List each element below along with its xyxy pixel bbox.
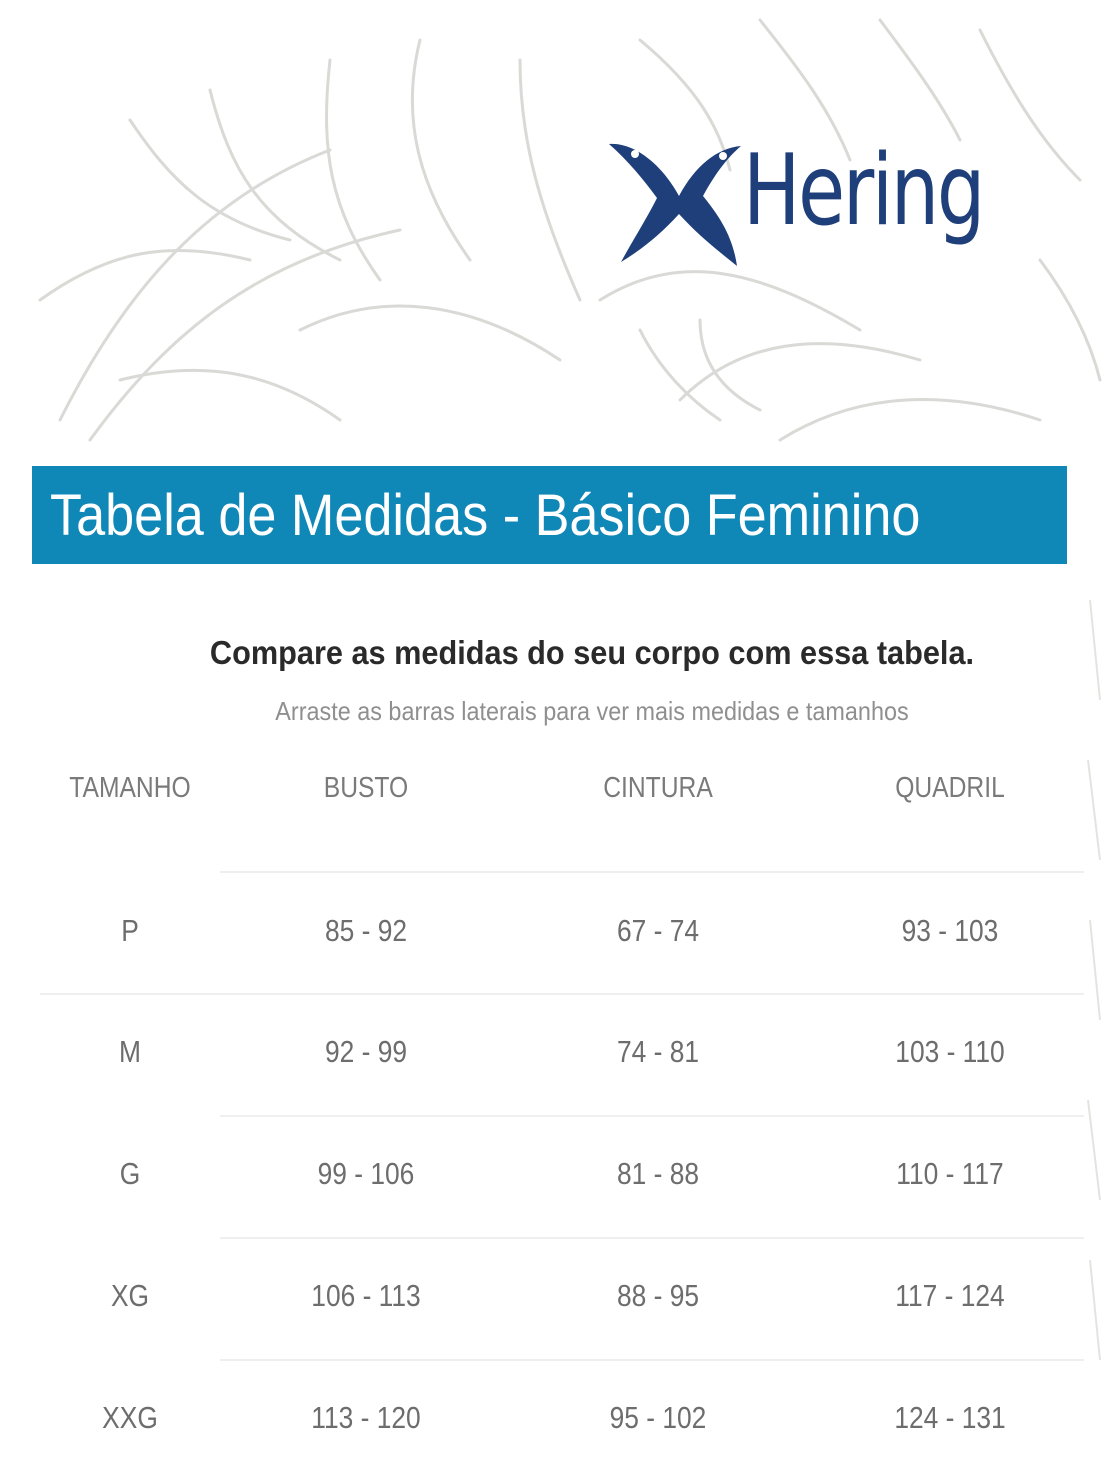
table-cell: 85 - 92 <box>324 913 408 948</box>
row-divider <box>220 1115 1084 1117</box>
table-cell: 117 - 124 <box>895 1278 1005 1313</box>
row-divider <box>220 871 1084 873</box>
table-cell: 103 - 110 <box>895 1034 1005 1069</box>
table-cell: 81 - 88 <box>616 1156 700 1191</box>
table-cell: 67 - 74 <box>616 913 700 948</box>
table-cell: XG <box>110 1278 150 1313</box>
table-cell: G <box>119 1156 141 1191</box>
row-divider <box>220 1359 1084 1361</box>
column-header-tamanho: TAMANHO <box>69 772 191 804</box>
size-table <box>0 564 1084 1472</box>
table-cell: 92 - 99 <box>324 1034 408 1069</box>
row-divider <box>40 993 1084 995</box>
size-chart-panel <box>0 564 1084 1472</box>
row-divider <box>220 1237 1084 1239</box>
table-cell: M <box>119 1034 141 1069</box>
fish-logo-icon <box>605 130 745 280</box>
table-cell: 93 - 103 <box>901 913 999 948</box>
table-cell: 88 - 95 <box>616 1278 700 1313</box>
scroll-hint: Arraste as barras laterais para ver mais medidas e tamanhos <box>275 696 909 726</box>
column-header-quadril: QUADRIL <box>895 772 1005 804</box>
table-cell: 95 - 102 <box>609 1400 707 1435</box>
table-cell: 110 - 117 <box>896 1156 1004 1191</box>
page-title: Tabela de Medidas - Básico Feminino <box>50 482 921 548</box>
table-cell: XXG <box>102 1400 158 1435</box>
table-cell: 74 - 81 <box>616 1034 700 1069</box>
table-cell: P <box>121 913 139 948</box>
instruction-text: Compare as medidas do seu corpo com essa tabela. <box>209 634 975 671</box>
table-cell: 113 - 120 <box>311 1400 421 1435</box>
table-cell: 124 - 131 <box>894 1400 1006 1435</box>
brand-name: Hering <box>743 134 984 248</box>
column-header-busto: BUSTO <box>323 772 409 804</box>
table-cell: 106 - 113 <box>311 1278 421 1313</box>
column-header-cintura: CINTURA <box>603 772 713 804</box>
brand-logo <box>605 130 1025 280</box>
table-cell: 99 - 106 <box>317 1156 415 1191</box>
title-banner <box>32 466 1067 564</box>
